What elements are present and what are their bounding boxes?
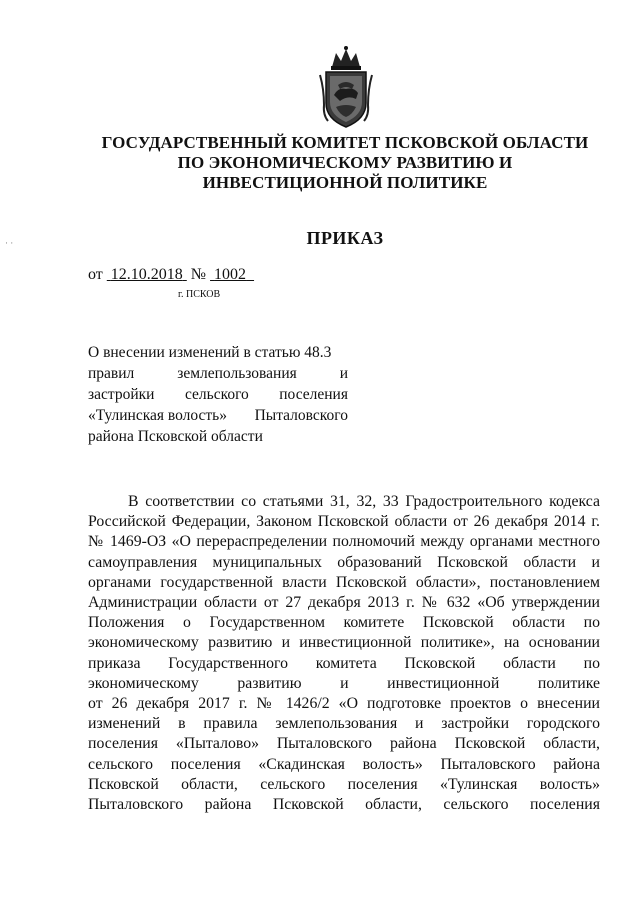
subject-line: О внесении изменений в статью 48.3 [88,344,332,361]
body-line: приказа Государственного комитета Псковской области по [88,654,600,672]
body-line: Положения о Государственном комитете Псковской области по [88,614,600,632]
body-line: самоуправления муниципальных образований Псковской области и [88,553,600,571]
order-date-number [88,266,254,284]
number-sign: № [190,266,207,283]
order-body [88,492,600,815]
city-label: г. ПСКОВ [178,289,221,300]
subject-line: правил землепользования и [88,365,348,382]
order-date: 12.10.2018 [110,266,183,283]
coat-of-arms-emblem [318,45,374,129]
organization-name [100,133,590,193]
org-line: ПО ЭКОНОМИЧЕСКОМУ РАЗВИТИЮ И [177,153,513,172]
document-type-title: ПРИКАЗ [306,228,384,248]
scan-speck: · · [5,238,14,248]
body-line: экономическому развитию и инвестиционной политике [88,674,600,692]
body-line: сельского поселения «Скадинская волость» Пыталовского района [88,755,600,773]
body-line: экономическому развитию и инвестиционной политике», на основании [88,634,600,652]
org-line: ГОСУДАРСТВЕННЫЙ КОМИТЕТ ПСКОВСКОЙ ОБЛАСТИ [101,133,589,152]
body-line: органами государственной власти Псковской области», постановлением [88,573,600,591]
order-number: 1002 [214,266,247,283]
body-line: от 26 декабря 2017 г. № 1426/2 «О подготовке проектов о внесении [88,695,600,713]
body-line: № 1469-ОЗ «О перераспределении полномочий между органами местного [88,533,600,551]
body-line: Псковской области, сельского поселения «Тулинская волость» [88,775,600,793]
body-line: В соответствии со статьями 31, 32, 33 Градостроительного кодекса [128,493,600,510]
body-line: Пыталовского района Псковской области, сельского поселения [88,796,600,814]
body-line: поселения «Пыталово» Пыталовского района Псковской области, [88,735,600,753]
body-line: Российской Федерации, Законом Псковской области от 26 декабря 2014 г. [88,513,600,531]
body-line: изменений в правила землепользования и застройки городского [88,715,600,733]
subject-line: «Тулинская волость» Пыталовского [88,407,348,424]
body-line: Администрации области от 27 декабря 2013 г. № 632 «Об утверждении [88,594,600,612]
org-line: ИНВЕСТИЦИОННОЙ ПОЛИТИКЕ [202,173,488,192]
subject-line: застройки сельского поселения [88,386,348,403]
date-prefix: от [88,266,103,283]
subject-line: района Псковской области [88,428,263,445]
order-subject [88,342,348,447]
